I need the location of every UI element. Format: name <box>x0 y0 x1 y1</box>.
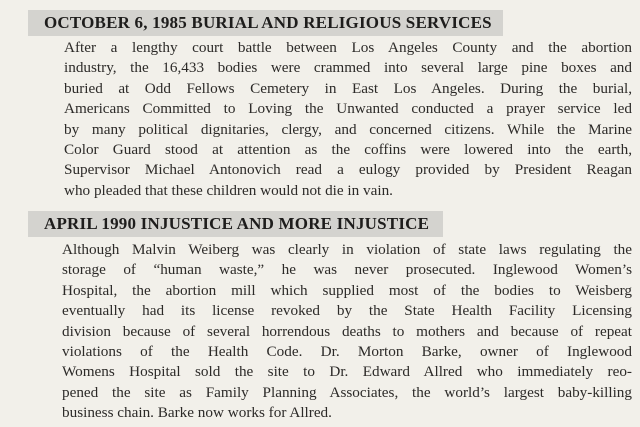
section-heading-1990: APRIL 1990 INJUSTICE AND MORE INJUSTICE <box>28 211 443 237</box>
body-line: by many political dignitaries, clergy, and concerned citizens. While the Marine <box>64 120 632 138</box>
body-line: business chain. Barke now works for Allred. <box>62 404 332 422</box>
body-line: who pleaded that these children would not die in vain. <box>64 181 393 199</box>
body-line: Although Malvin Weiberg was clearly in violation of state laws regulating the <box>62 241 632 258</box>
body-line: industry, the 16,433 bodies were crammed into several large pine boxes and <box>64 59 632 77</box>
body-line: Hospital, the abortion mill which supplied most of the bodies to Weisberg <box>62 281 632 299</box>
body-line: Americans Committed to Loving the Unwanted conducted a prayer service led <box>64 100 632 118</box>
body-line: Color Guard stood at attention as the coffins were lowered into the earth, <box>64 141 632 159</box>
body-line: division because of several horrendous deaths to mothers and because of repeat <box>62 322 632 340</box>
body-line: eventually had its license revoked by the State Health Facility Licensing <box>62 302 632 320</box>
section-body-1985 <box>64 38 632 201</box>
body-line: pened the site as Family Planning Associates, the world’s largest baby-killing <box>62 383 632 401</box>
body-line: buried at Odd Fellows Cemetery in East Los Angeles. During the burial, <box>64 79 632 97</box>
body-line: violations of the Health Code. Dr. Morton Barke, owner of Inglewood <box>62 343 632 361</box>
body-line: Womens Hospital sold the site to Dr. Edward Allred who immediately reo- <box>62 363 632 381</box>
body-line: Supervisor Michael Antonovich read a eulogy provided by President Reagan <box>64 161 632 179</box>
section-heading-1985: OCTOBER 6, 1985 BURIAL AND RELIGIOUS SERVICES <box>28 10 503 36</box>
body-line: storage of “human waste,” he was never prosecuted. Inglewood Women’s <box>62 261 632 279</box>
body-line: After a lengthy court battle between Los Angeles County and the abortion <box>64 39 632 56</box>
section-body-1990 <box>62 240 632 424</box>
